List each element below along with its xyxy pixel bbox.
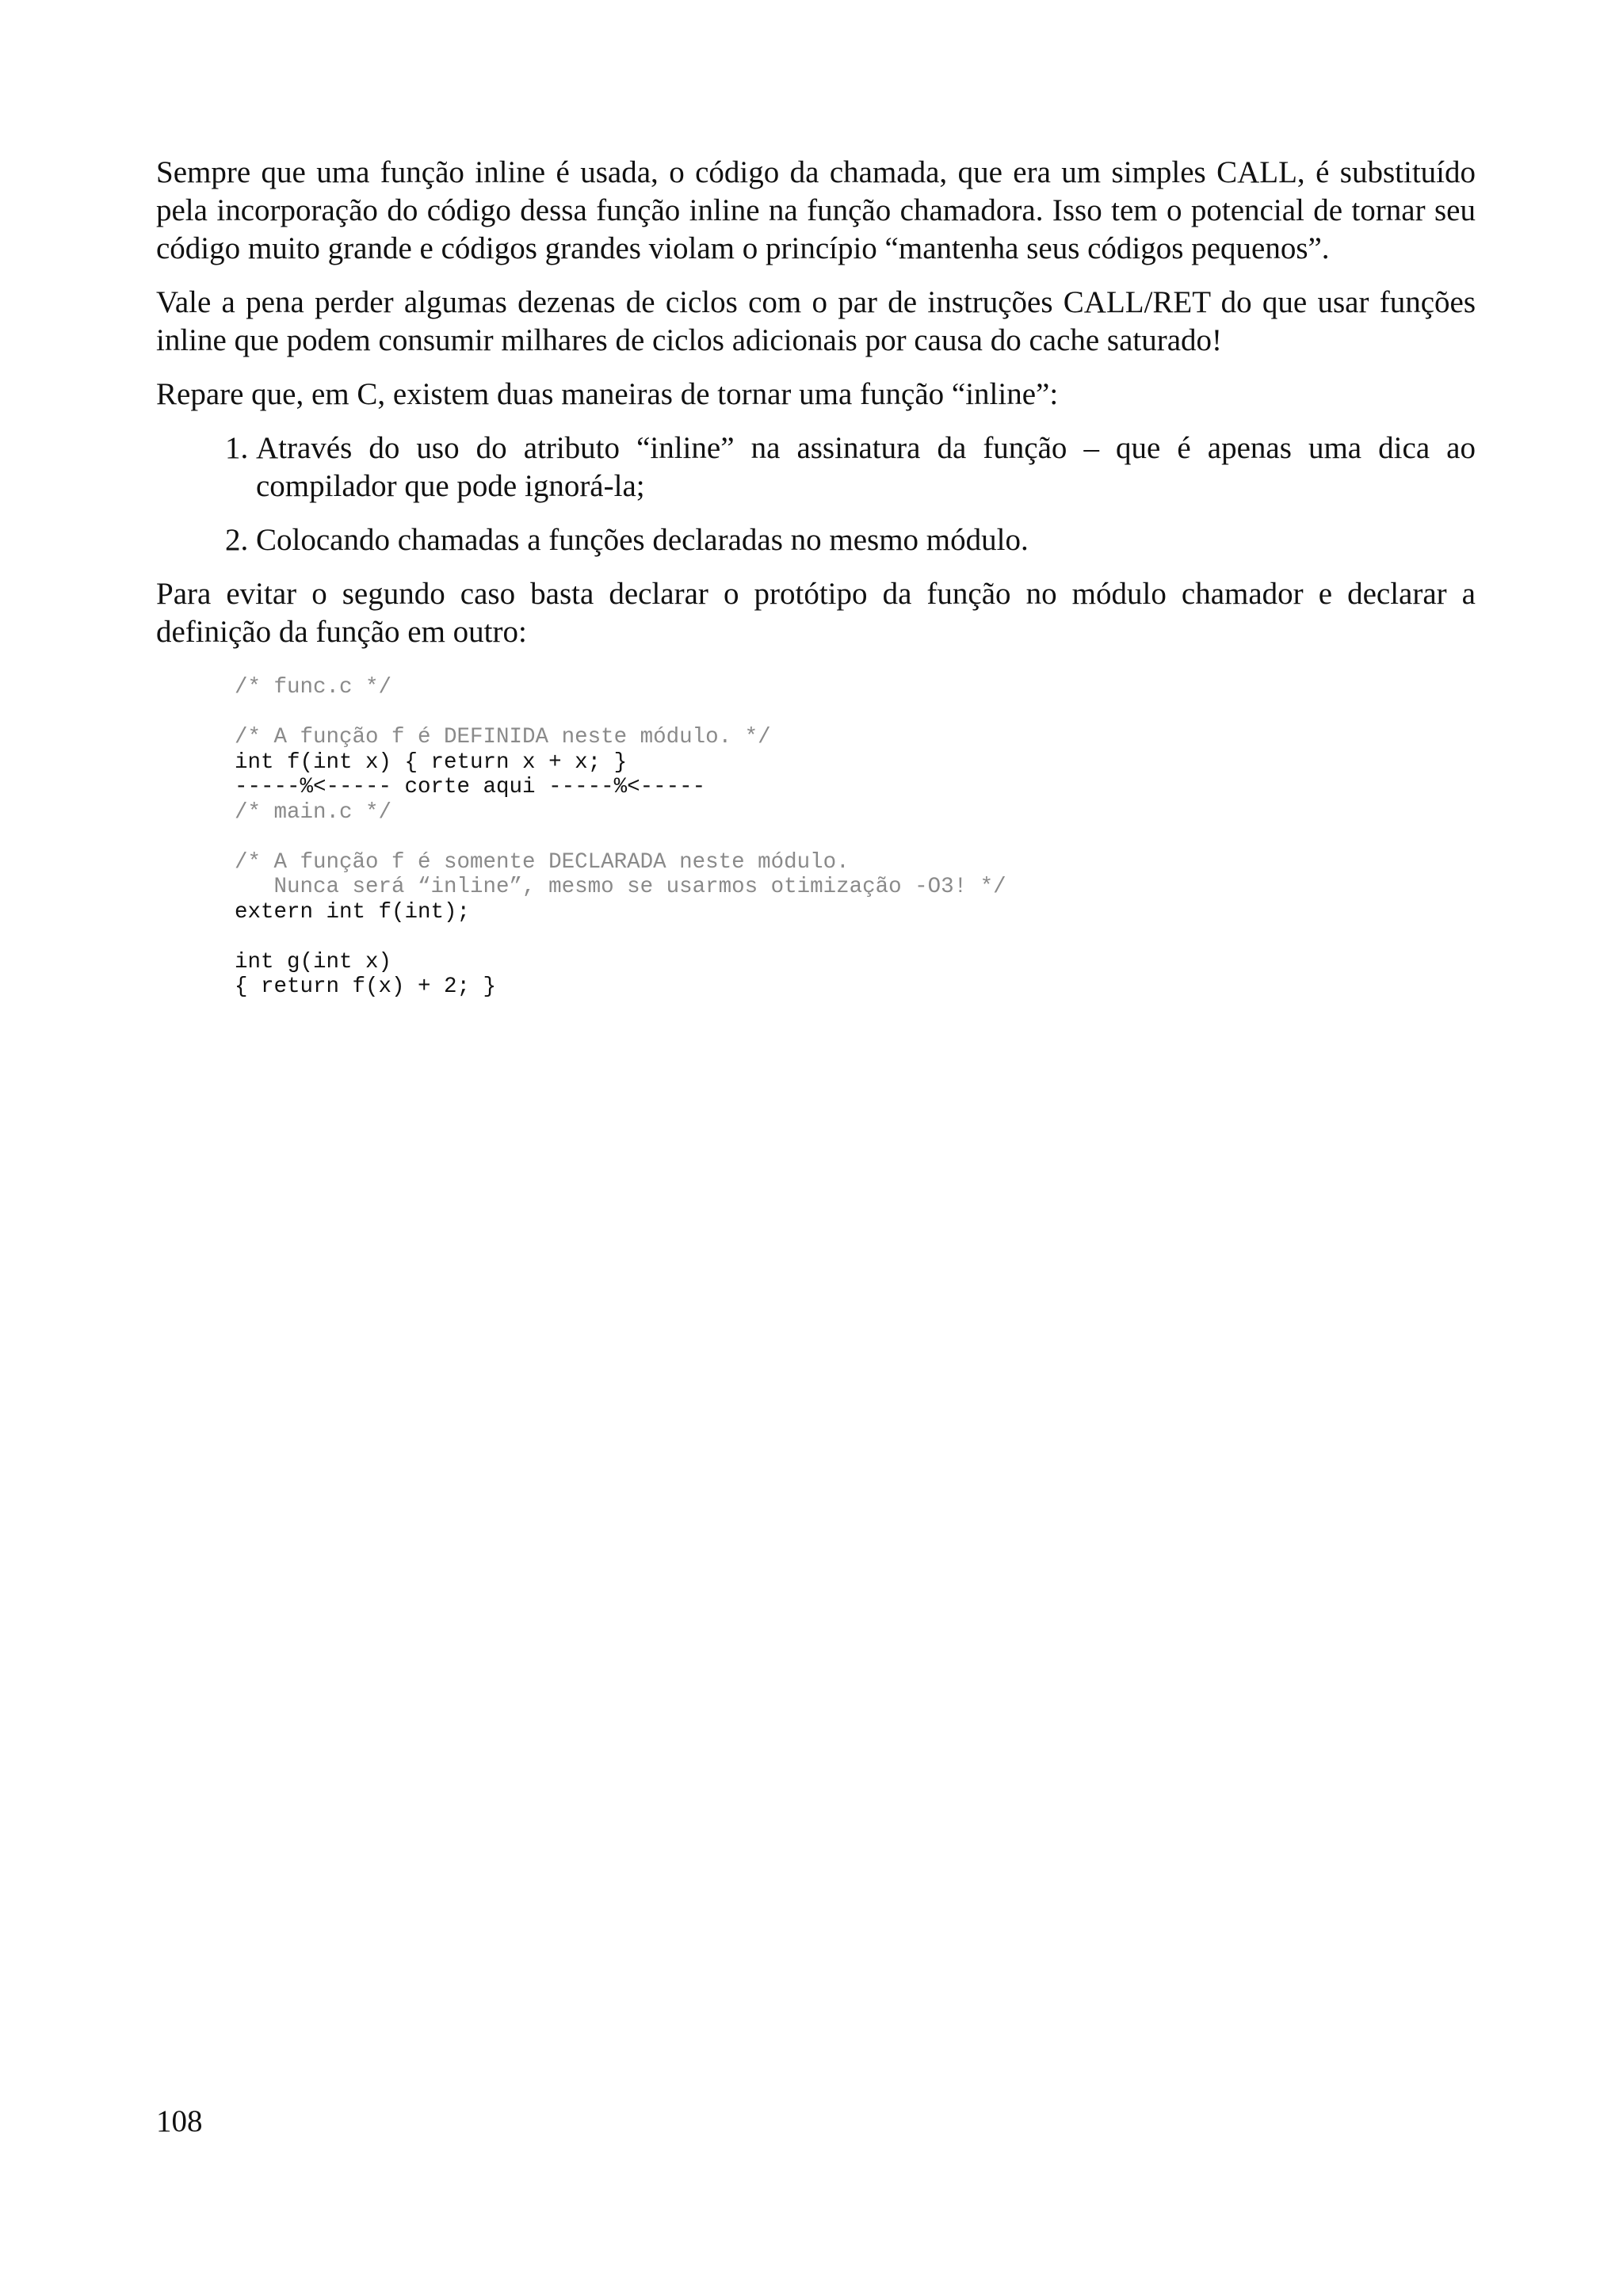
code-block — [235, 675, 1476, 1000]
page-content — [156, 154, 1476, 1000]
code-line: /* func.c */ — [235, 675, 392, 700]
inline-ways-list — [156, 429, 1476, 559]
list-item: 1. Através do uso do atributo “inline” na assinatura da função – que é apenas uma dica ao compilador que pode ignorá-la; — [256, 429, 1476, 505]
page-number: 108 — [156, 2104, 203, 2138]
code-line: -----%<----- corte aqui -----%<----- — [235, 775, 706, 799]
paragraph-inline-cost: Sempre que uma função inline é usada, o código da chamada, que era um simples CALL, é substituído pela incorporação do código dessa função inline na função chamadora. Isso tem o potencial de tornar seu código muito grande e códigos grandes violam o princípio “mantenha seus códigos pequenos”. — [156, 155, 1476, 265]
code-line: extern int f(int); — [235, 899, 471, 925]
code-line: int g(int x) — [235, 949, 392, 974]
code-line — [235, 825, 1476, 850]
paragraph-call-ret: Vale a pena perder algumas dezenas de ciclos com o par de instruções CALL/RET do que usar funções inline que podem consumir milhares de ciclos adicionais por causa do cache saturado! — [156, 285, 1476, 357]
list-item: 2. Colocando chamadas a funções declaradas no mesmo módulo. — [256, 521, 1476, 559]
code-line: /* main.c */ — [235, 799, 392, 825]
code-line: int f(int x) { return x + x; } — [235, 749, 628, 775]
paragraph-two-ways: Repare que, em C, existem duas maneiras de tornar uma função “inline”: — [156, 377, 1059, 411]
paragraph-avoid-second-case: Para evitar o segundo caso basta declarar o protótipo da função no módulo chamador e declarar a definição da função em outro: — [156, 577, 1476, 649]
code-line — [235, 925, 1476, 950]
code-line: /* A função f é somente DECLARADA neste módulo. — [235, 849, 850, 875]
code-line: { return f(x) + 2; } — [235, 974, 497, 999]
code-line — [235, 700, 1476, 726]
code-line: Nunca será “inline”, mesmo se usarmos otimização -O3! */ — [235, 875, 1006, 899]
code-line: /* A função f é DEFINIDA neste módulo. */ — [235, 725, 771, 749]
